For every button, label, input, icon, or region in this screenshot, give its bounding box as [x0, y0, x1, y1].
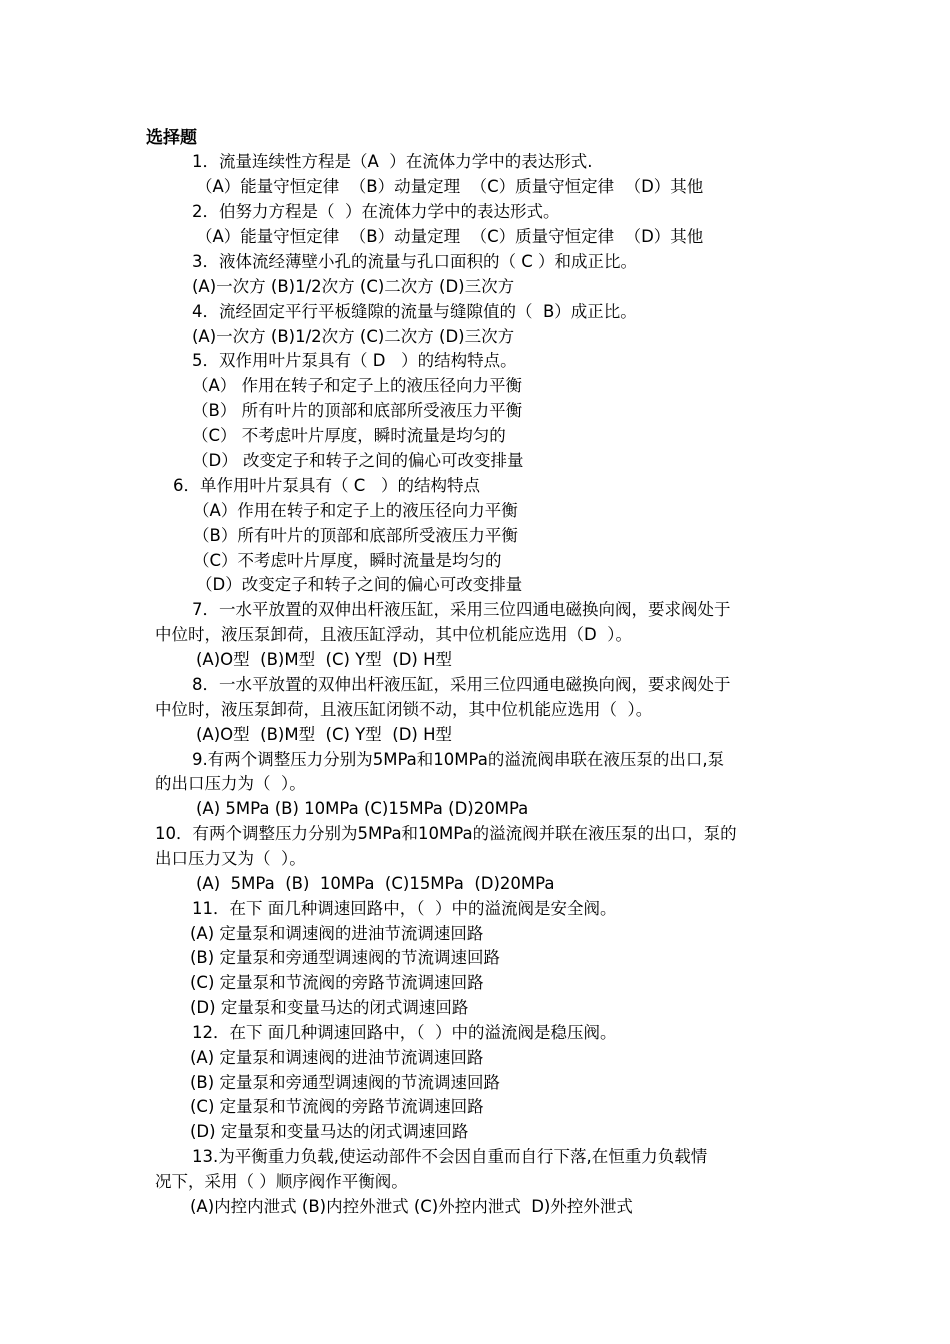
option-line: (C) 定量泵和节流阀的旁路节流调速回路: [190, 1097, 484, 1116]
question-line: 的出口压力为（ ）。: [155, 774, 306, 793]
option-line: (A)O型 (B)M型 (C) Y型 (D) H型: [196, 650, 452, 669]
option-line: （A）能量守恒定律 （B）动量定理 （C）质量守恒定律 （D）其他: [196, 227, 704, 246]
question-line: 况下，采用（ ）顺序阀作平衡阀。: [155, 1172, 408, 1191]
option-line: （B）所有叶片的顶部和底部所受液压力平衡: [193, 526, 518, 545]
question-line: 11．在下 面几种调速回路中，（ ）中的溢流阀是安全阀。: [192, 899, 617, 918]
option-line: (D) 定量泵和变量马达的闭式调速回路: [190, 998, 469, 1017]
option-line: (A)O型 (B)M型 (C) Y型 (D) H型: [196, 725, 452, 744]
option-line: (C) 定量泵和节流阀的旁路节流调速回路: [190, 973, 484, 992]
option-line: （C）不考虑叶片厚度，瞬时流量是均匀的: [193, 551, 502, 570]
option-line: （A）能量守恒定律 （B）动量定理 （C）质量守恒定律 （D）其他: [196, 177, 704, 196]
question-line: 出口压力又为（ ）。: [155, 849, 306, 868]
option-line: (D) 定量泵和变量马达的闭式调速回路: [190, 1122, 469, 1141]
option-line: （A）作用在转子和定子上的液压径向力平衡: [193, 501, 518, 520]
option-line: (A) 5MPa (B) 10MPa (C)15MPa (D)20MPa: [196, 799, 529, 818]
question-line: 4．流经固定平行平板缝隙的流量与缝隙值的（ B）成正比。: [192, 302, 637, 321]
question-line: 7．一水平放置的双伸出杆液压缸，采用三位四通电磁换向阀，要求阀处于: [192, 600, 731, 619]
question-line: 13.为平衡重力负载,使运动部件不会因自重而自行下落,在恒重力负载情: [192, 1147, 708, 1166]
option-line: (A)内控内泄式 (B)内控外泄式 (C)外控内泄式 D)外控外泄式: [190, 1197, 633, 1216]
question-line: 8．一水平放置的双伸出杆液压缸，采用三位四通电磁换向阀，要求阀处于: [192, 675, 731, 694]
option-line: (B) 定量泵和旁通型调速阀的节流调速回路: [190, 1073, 500, 1092]
question-line: 9.有两个调整压力分别为5MPa和10MPa的溢流阀串联在液压泵的出口,泵: [192, 750, 725, 769]
option-line: （C） 不考虑叶片厚度，瞬时流量是均匀的: [192, 426, 506, 445]
option-line: （A） 作用在转子和定子上的液压径向力平衡: [192, 376, 523, 395]
question-line: 6．单作用叶片泵具有（ C ）的结构特点: [173, 476, 480, 495]
question-line: 12．在下 面几种调速回路中，（ ）中的溢流阀是稳压阀。: [192, 1023, 617, 1042]
question-line: 2．伯努力方程是（ ）在流体力学中的表达形式。: [192, 202, 560, 221]
option-line: (B) 定量泵和旁通型调速阀的节流调速回路: [190, 948, 500, 967]
question-line: 3．液体流经薄壁小孔的流量与孔口面积的（ C ）和成正比。: [192, 252, 638, 271]
option-line: （D）改变定子和转子之间的偏心可改变排量: [196, 575, 523, 594]
option-line: (A)一次方 (B)1/2次方 (C)二次方 (D)三次方: [192, 277, 515, 296]
option-line: (A) 5MPa (B) 10MPa (C)15MPa (D)20MPa: [196, 874, 555, 893]
question-line: 中位时，液压泵卸荷，且液压缸浮动，其中位机能应选用（D ）。: [155, 625, 632, 644]
option-line: （B） 所有叶片的顶部和底部所受液压力平衡: [192, 401, 523, 420]
option-line: (A)一次方 (B)1/2次方 (C)二次方 (D)三次方: [192, 327, 515, 346]
section-heading: 选择题: [146, 128, 197, 148]
option-line: (A) 定量泵和调速阀的进油节流调速回路: [190, 1048, 484, 1067]
question-line: 10．有两个调整压力分别为5MPa和10MPa的溢流阀并联在液压泵的出口，泵的: [155, 824, 737, 843]
option-line: （D） 改变定子和转子之间的偏心可改变排量: [192, 451, 524, 470]
option-line: (A) 定量泵和调速阀的进油节流调速回路: [190, 924, 484, 943]
question-line: 5．双作用叶片泵具有（ D ）的结构特点。: [192, 351, 517, 370]
question-line: 中位时，液压泵卸荷，且液压缸闭锁不动，其中位机能应选用（ ）。: [155, 700, 653, 719]
question-line: 1．流量连续性方程是（A ）在流体力学中的表达形式.: [192, 152, 593, 171]
